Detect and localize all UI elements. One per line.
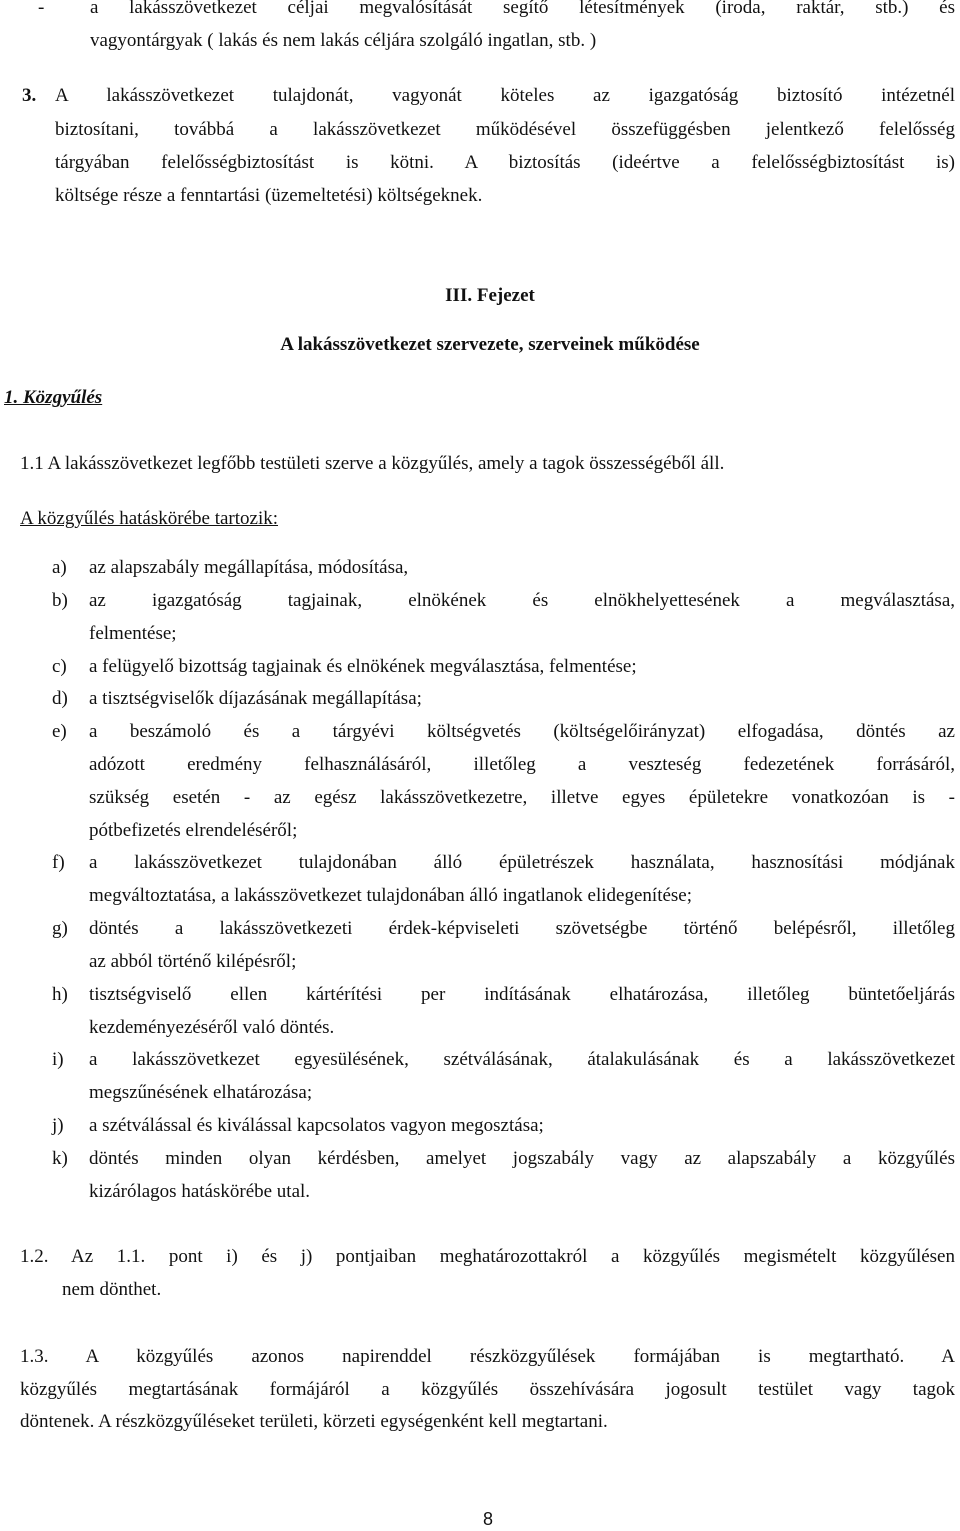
paragraph-3-line-4: költsége része a fenntartási (üzemeltetési) költségeknek.	[55, 185, 483, 206]
list-item-text: az igazgatóság tagjainak, elnökének és elnökhelyettesének a megválasztása,	[89, 590, 955, 611]
paragraph-3-line-1: A lakásszövetkezet tulajdonát, vagyonát köteles az igazgatóság biztosító intézetnél	[55, 85, 955, 106]
list-item-text: a szétválással és kiválással kapcsolatos vagyon megosztása;	[89, 1115, 544, 1136]
list-item-text: a lakásszövetkezet tulajdonában álló épületrészek használata, hasznosítási módjának	[89, 852, 955, 873]
list-item-letter: a)	[52, 557, 67, 578]
chapter-title: III. Fejezet	[445, 285, 535, 306]
list-item-letter: b)	[52, 590, 68, 611]
bullet-line-2: vagyontárgyak ( lakás és nem lakás céljára szolgáló ingatlan, stb. )	[90, 30, 597, 51]
paragraph-1-3-line-1: 1.3. A közgyűlés azonos napirenddel részközgyűlések formájában is megtartható. A	[20, 1346, 955, 1367]
chapter-subtitle: A lakásszövetkezet szervezete, szerveinek működése	[280, 334, 700, 355]
bullet-line-1: a lakásszövetkezet céljai megvalósítását segítő létesítmények (iroda, raktár, stb.) és	[90, 0, 955, 18]
list-item-letter: d)	[52, 688, 68, 709]
list-item-text: kezdeményezéséről való döntés.	[89, 1017, 335, 1038]
list-item-text: megváltoztatása, a lakásszövetkezet tulajdonában álló ingatlanok elidegenítése;	[89, 885, 693, 906]
list-item-text: megszűnésének elhatározása;	[89, 1082, 313, 1103]
bullet-dash: -	[38, 0, 45, 18]
section-heading: 1. Közgyűlés	[4, 387, 103, 408]
list-item-text: a lakásszövetkezet egyesülésének, szétválásának, átalakulásának és a lakásszövetkezet	[89, 1049, 955, 1070]
list-item-letter: g)	[52, 918, 68, 939]
list-item-text: szükség esetén - az egész lakásszövetkezetre, illetve egyes épületekre vonatkozóan is -	[89, 787, 955, 808]
list-item-text: az abból történő kilépésről;	[89, 951, 297, 972]
list-item-letter: j)	[52, 1115, 64, 1136]
page-number: 8	[482, 1509, 493, 1529]
list-item-letter: e)	[52, 721, 67, 742]
paragraph-1-2-line-1: 1.2. Az 1.1. pont i) és j) pontjaiban meghatározottakról a közgyűlés megismételt közgyűlésen	[20, 1246, 955, 1267]
list-item-text: tisztségviselő ellen kártérítési per indításának elhatározása, illetőleg büntetőeljárás	[89, 984, 955, 1005]
list-item-text: a felügyelő bizottság tagjainak és elnökének megválasztása, felmentése;	[89, 656, 637, 677]
competence-heading: A közgyűlés hatáskörébe tartozik:	[20, 508, 279, 529]
list-item-text: felmentése;	[89, 623, 177, 644]
list-item-letter: k)	[52, 1148, 68, 1169]
list-item-letter: h)	[52, 984, 68, 1005]
paragraph-3-number: 3.	[22, 85, 37, 106]
list-item-text: kizárólagos hatáskörébe utal.	[89, 1181, 311, 1202]
paragraph-1-3-line-2: közgyűlés megtartásának formájáról a közgyűlés összehívására jogosult testület vagy tagok	[20, 1379, 955, 1400]
list-item-letter: f)	[52, 852, 65, 873]
list-item-text: a tisztségviselők díjazásának megállapítása;	[89, 688, 422, 709]
list-item-text: az alapszabály megállapítása, módosítása,	[89, 557, 409, 578]
list-item-text: pótbefizetés elrendeléséről;	[89, 820, 298, 841]
list-item-text: döntés minden olyan kérdésben, amelyet jogszabály vagy az alapszabály a közgyűlés	[89, 1148, 955, 1169]
paragraph-3-line-2: biztosítani, továbbá a lakásszövetkezet működésével összefüggésben jelentkező felelősség	[55, 119, 955, 140]
list-item-text: adózott eredmény felhasználásáról, illetőleg a veszteség fedezetének forrásáról,	[89, 754, 955, 775]
paragraph-1-1: 1.1 A lakásszövetkezet legfőbb testületi szerve a közgyűlés, amely a tagok összességéből áll.	[20, 453, 725, 474]
list-item-letter: i)	[52, 1049, 64, 1070]
list-item-text: döntés a lakásszövetkezeti érdek-képviseleti szövetségbe történő belépésről, illetőleg	[89, 918, 955, 939]
paragraph-1-3-line-3: döntenek. A részközgyűléseket területi, körzeti egységenként kell megtartani.	[20, 1411, 608, 1432]
paragraph-1-2-line-2: nem dönthet.	[62, 1279, 162, 1300]
list-item-letter: c)	[52, 656, 67, 677]
paragraph-3-line-3: tárgyában felelősségbiztosítást is kötni. A biztosítás (ideértve a felelősségbiztosítást is)	[55, 152, 955, 173]
list-item-text: a beszámoló és a tárgyévi költségvetés (költségelőirányzat) elfogadása, döntés az	[89, 721, 955, 742]
